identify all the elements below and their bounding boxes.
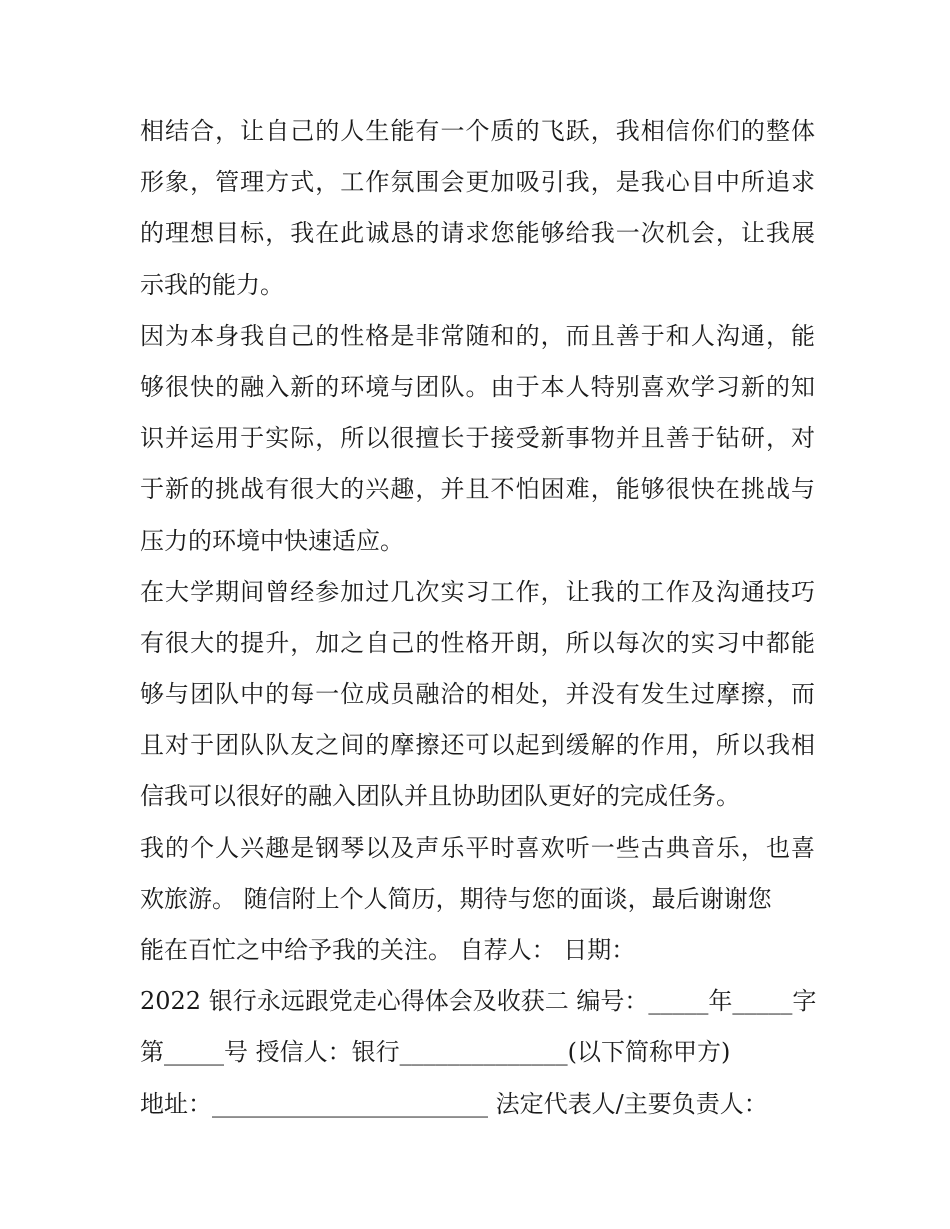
text-line: 因为本身我自己的性格是非常随和的，而且善于和人沟通，能 [140, 321, 815, 350]
text-line: 能在百忙之中给予我的关注。 自荐人： 日期： [140, 936, 636, 964]
text-line: 地址：_______________________ 法定代表人/主要负责人： [140, 1089, 768, 1118]
text-line: 够与团队中的每一位成员融洽的相处，并没有发生过摩擦，而 [140, 680, 815, 709]
text-line: 第_____号 授信人：银行______________(以下简称甲方) [140, 1038, 731, 1067]
text-line: 且对于团队队友之间的摩擦还可以起到缓解的作用，所以我相 [140, 731, 815, 760]
text-line: 够很快的融入新的环境与团队。由于本人特别喜欢学习新的知 [140, 372, 815, 401]
document-body [140, 106, 815, 1130]
text-line: 形象，管理方式，工作氛围会更加吸引我，是我心目中所追求 [140, 168, 815, 197]
text-line: 的理想目标，我在此诚恳的请求您能够给我一次机会，让我展 [140, 219, 815, 248]
text-line: 识并运用于实际，所以很擅长于接受新事物并且善于钻研，对 [140, 424, 815, 453]
text-line: 示我的能力。 [140, 270, 284, 299]
text-line: 欢旅游。 随信附上个人简历，期待与您的面谈，最后谢谢您 [140, 884, 772, 913]
text-line: 相结合，让自己的人生能有一个质的飞跃，我相信你们的整体 [140, 117, 815, 145]
text-line: 有很大的提升，加之自己的性格开朗，所以每次的实习中都能 [140, 628, 815, 657]
text-line: 信我可以很好的融入团队并且协助团队更好的完成任务。 [140, 782, 740, 811]
text-line: 2022 银行永远跟党走心得体会及收获二 编号：_____年_____字 [140, 987, 817, 1016]
text-line: 压力的环境中快速适应。 [140, 526, 404, 555]
text-line: 在大学期间曾经参加过几次实习工作，让我的工作及沟通技巧 [140, 577, 815, 606]
text-line: 我的个人兴趣是钢琴以及声乐平时喜欢听一些古典音乐，也喜 [140, 833, 815, 862]
text-line: 于新的挑战有很大的兴趣，并且不怕困难，能够很快在挑战与 [140, 475, 815, 504]
